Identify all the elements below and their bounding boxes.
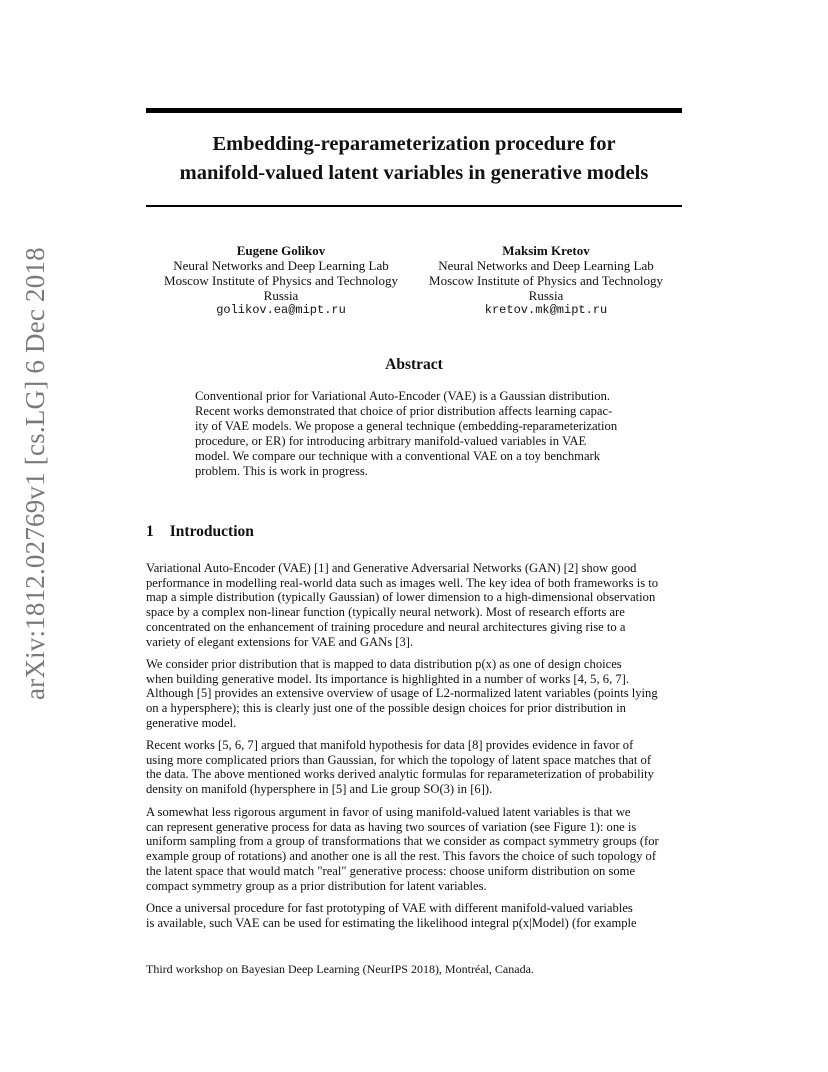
paragraph-line: can represent generative process for data as having two sources of variation (see Figure 1): one is xyxy=(146,819,637,834)
paragraph-line: We consider prior distribution that is mapped to data distribution p(x) as one of design choices xyxy=(146,657,622,671)
paragraph-line: variety of elegant extensions for VAE and GANs [3]. xyxy=(146,634,414,649)
paragraph-line: the latent space that would match "real" generative process: choose uniform distribution on some xyxy=(146,863,636,878)
author-block-2 xyxy=(411,243,681,318)
paragraph-line: performance in modelling real-world data such as images well. The key idea of both frameworks is to xyxy=(146,575,659,590)
paragraph-line: generative model. xyxy=(146,715,237,730)
title-line-1: Embedding-reparameterization procedure for xyxy=(212,133,616,155)
section-heading xyxy=(146,523,254,541)
abstract-line: model. We compare our technique with a conventional VAE on a toy benchmark xyxy=(195,449,601,464)
paragraph-line: uniform sampling from a group of transformations that we consider as compact symmetry groups (for xyxy=(146,834,659,849)
intro-paragraph-4 xyxy=(146,805,682,893)
title-line-2: manifold-valued latent variables in generative models xyxy=(179,162,649,184)
paragraph-line: on a hypersphere); this is clearly just one of the possible design choices for prior distribution in xyxy=(146,701,626,716)
abstract-line: ity of VAE models. We propose a general technique (embedding-reparameterization xyxy=(195,419,618,434)
paragraph-line: compact symmetry group as a prior distribution for latent variables. xyxy=(146,878,487,893)
paragraph-line: concentrated on the enhancement of training procedure and neural architectures giving rise to a xyxy=(146,619,626,634)
author-email[interactable]: golikov.ea@mipt.ru xyxy=(216,303,346,317)
abstract-body xyxy=(195,389,635,480)
intro-paragraph-1 xyxy=(146,561,682,649)
author-institute: Moscow Institute of Physics and Technology xyxy=(164,273,398,288)
paragraph-line: map a simple distribution (typically Gaussian) of lower dimension to a high-dimensional observation xyxy=(146,590,656,605)
paragraph-line: is available, such VAE can be used for estimating the likelihood integral p(x|Model) (for example xyxy=(146,915,637,930)
intro-paragraph-5 xyxy=(146,901,682,930)
title-top-rule xyxy=(146,108,682,113)
paragraph-line: when building generative model. Its importance is highlighted in a number of works [4, 5, 6, 7]. xyxy=(146,671,630,686)
author-name: Eugene Golikov xyxy=(236,243,326,258)
author-block-1 xyxy=(146,243,416,318)
intro-paragraph-3 xyxy=(146,738,682,797)
abstract-line: procedure, or ER) for introducing arbitrary manifold-valued variables in VAE xyxy=(195,434,587,449)
abstract-heading: Abstract xyxy=(385,356,443,373)
title-bottom-rule xyxy=(146,205,682,207)
paragraph-line: using more complicated priors than Gaussian, for which the topology of latent space matches that of xyxy=(146,752,652,767)
paragraph-line: Variational Auto-Encoder (VAE) [1] and Generative Adversarial Networks (GAN) [2] show good xyxy=(146,561,637,575)
paragraph-line: density on manifold (hypersphere in [5] and Lie group SO(3) in [6]). xyxy=(146,782,493,797)
paragraph-line: A somewhat less rigorous argument in favor of using manifold-valued latent variables is that we xyxy=(146,805,631,819)
paragraph-line: Although [5] provides an extensive overview of usage of L2-normalized latent variables (points lying xyxy=(146,686,658,701)
abstract-line: problem. This is work in progress. xyxy=(195,464,368,479)
author-email[interactable]: kretov.mk@mipt.ru xyxy=(484,303,608,317)
section-number: 1 xyxy=(146,523,154,540)
intro-paragraph-2 xyxy=(146,657,682,731)
author-institute: Moscow Institute of Physics and Technology xyxy=(429,273,663,288)
paragraph-line: space by a complex non-linear function (typically neural network). Most of research efforts are xyxy=(146,605,625,620)
author-country: Russia xyxy=(263,288,299,303)
arxiv-identifier-stamp: arXiv:1812.02769v1 [cs.LG] 6 Dec 2018 xyxy=(20,247,50,700)
abstract-line: Conventional prior for Variational Auto-Encoder (VAE) is a Gaussian distribution. xyxy=(195,389,611,403)
author-name: Maksim Kretov xyxy=(502,243,590,258)
paragraph-line: example group of rotations) and another one is all the rest. This favors the choice of such topology of xyxy=(146,849,657,864)
abstract-line: Recent works demonstrated that choice of prior distribution affects learning capac- xyxy=(195,404,613,419)
author-lab: Neural Networks and Deep Learning Lab xyxy=(438,258,654,273)
venue-footnote: Third workshop on Bayesian Deep Learning (NeurIPS 2018), Montréal, Canada. xyxy=(146,962,534,976)
paragraph-line: Recent works [5, 6, 7] argued that manifold hypothesis for data [8] provides evidence in favor of xyxy=(146,738,634,752)
author-country: Russia xyxy=(528,288,564,303)
section-title: Introduction xyxy=(169,523,254,540)
paper-title xyxy=(120,130,708,188)
paragraph-line: Once a universal procedure for fast prototyping of VAE with different manifold-valued variables xyxy=(146,901,633,915)
author-lab: Neural Networks and Deep Learning Lab xyxy=(173,258,389,273)
paragraph-line: the data. The above mentioned works derived analytic formulas for reparameterization of probability xyxy=(146,767,654,782)
